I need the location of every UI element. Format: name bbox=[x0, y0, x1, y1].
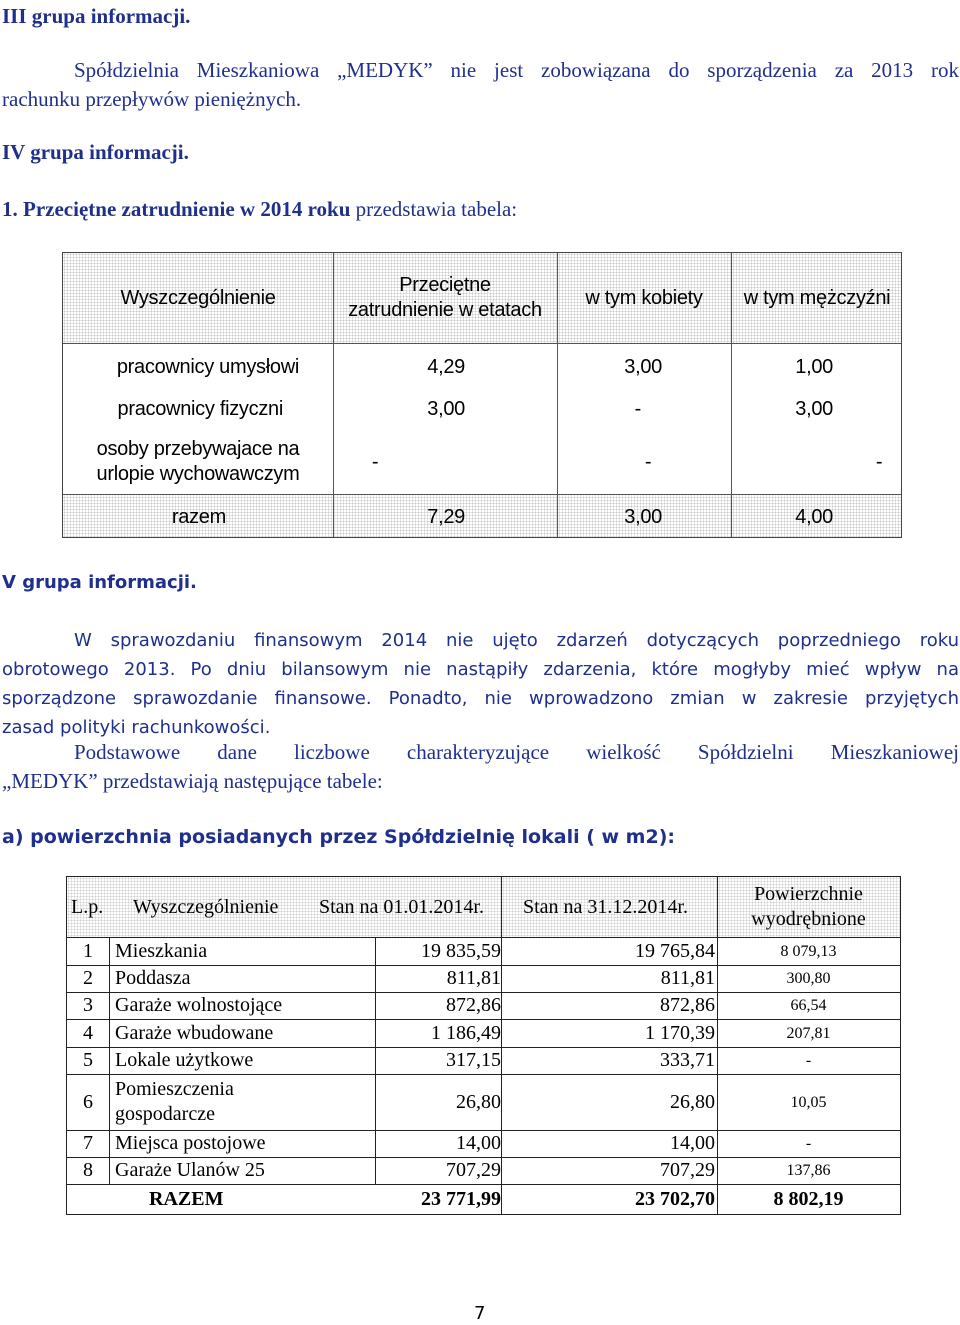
row-value: 3,00 bbox=[795, 397, 833, 420]
header-wyszczegolnienie: Wyszczególnienie bbox=[133, 895, 279, 918]
section-5-line: obrotowego 2013. Po dniu bilansowym nie nastąpiły zdarzenia, które mogłyby mieć wpływ na bbox=[2, 659, 959, 680]
row-value: - bbox=[371, 450, 379, 473]
row-lp: 8 bbox=[83, 1159, 93, 1181]
area-table-title: a) powierzchnia posiadanych przez Spółdzielnię lokali ( w m2): bbox=[2, 826, 675, 848]
total-end: 23 702,70 bbox=[635, 1187, 715, 1210]
total-label: RAZEM bbox=[149, 1187, 224, 1210]
row-separated: - bbox=[805, 1135, 812, 1152]
row-lp: 2 bbox=[83, 967, 93, 989]
row-end: 1 170,39 bbox=[645, 1021, 715, 1044]
row-name: Lokale użytkowe bbox=[115, 1049, 254, 1071]
row-value: 3,00 bbox=[624, 355, 662, 378]
row-value: - bbox=[875, 450, 883, 473]
section-5-line: W sprawozdaniu finansowym 2014 nie ujęto zdarzeń dotyczących poprzedniego roku bbox=[74, 630, 959, 651]
row-name: Mieszkania bbox=[115, 939, 208, 962]
row-end: 333,71 bbox=[660, 1049, 715, 1071]
row-separated: 8 079,13 bbox=[780, 942, 837, 960]
row-lp: 1 bbox=[83, 939, 93, 962]
section-3-text-line-1: Spółdzielnia Mieszkaniowa „MEDYK” nie jest zobowiązana do sporządzenia za 2013 rok bbox=[74, 58, 959, 82]
row-separated: 300,80 bbox=[786, 970, 831, 987]
row-value: - bbox=[634, 397, 641, 420]
row-end: 14,00 bbox=[670, 1132, 715, 1154]
row-start: 14,00 bbox=[456, 1132, 501, 1154]
total-label: razem bbox=[171, 505, 226, 528]
employment-table bbox=[62, 252, 902, 538]
row-label: osoby przebywajace na urlopie wychowawczym bbox=[96, 438, 300, 485]
header-w-tym-kobiety: w tym kobiety bbox=[585, 286, 703, 309]
total-value: 4,00 bbox=[795, 505, 833, 528]
row-separated: 66,54 bbox=[790, 997, 827, 1014]
row-lp: 3 bbox=[83, 994, 93, 1016]
section-3-text-line-2: rachunku przepływów pieniężnych. bbox=[2, 87, 302, 111]
section-5-heading: V grupa informacji. bbox=[2, 572, 197, 593]
header-w-tym-mezczyzni: w tym mężczyźni bbox=[743, 286, 891, 309]
row-start: 1 186,49 bbox=[431, 1021, 501, 1044]
row-start: 872,86 bbox=[446, 994, 501, 1016]
row-lp: 4 bbox=[83, 1021, 93, 1044]
total-value: 3,00 bbox=[624, 505, 662, 528]
total-value: 7,29 bbox=[427, 505, 465, 528]
row-name: Garaże Ulanów 25 bbox=[115, 1159, 265, 1181]
row-value: - bbox=[644, 450, 652, 473]
row-separated: - bbox=[805, 1052, 812, 1069]
section-5-line: sporządzone sprawozdanie finansowe. Ponadto, nie wprowadzono zmian w zakresie przyjętych bbox=[2, 688, 959, 709]
row-lp: 5 bbox=[83, 1049, 93, 1071]
row-name: Miejsca postojowe bbox=[115, 1132, 266, 1154]
row-name: Poddasza bbox=[115, 967, 191, 989]
section-5-para-2-line-1: Podstawowe dane liczbowe charakteryzujące wielkość Spółdzielni Mieszkaniowej bbox=[74, 740, 959, 764]
section-5-paragraph bbox=[2, 626, 959, 742]
row-value: 1,00 bbox=[795, 355, 833, 378]
section-4-heading: IV grupa informacji. bbox=[2, 140, 189, 164]
row-label: pracownicy fizyczni bbox=[117, 397, 283, 420]
row-name: Garaże wolnostojące bbox=[115, 994, 283, 1016]
header-wyszczegolnienie: Wyszczególnienie bbox=[120, 286, 276, 309]
row-name: Garaże wbudowane bbox=[115, 1021, 274, 1044]
section-4-item-1 bbox=[2, 195, 517, 224]
row-separated: 137,86 bbox=[786, 1162, 831, 1179]
total-start: 23 771,99 bbox=[421, 1187, 501, 1210]
header-stan-koniec: Stan na 31.12.2014r. bbox=[523, 895, 688, 918]
row-start: 317,15 bbox=[446, 1049, 501, 1071]
row-end: 26,80 bbox=[670, 1090, 715, 1113]
header-powierzchnie-wyodrebnione: Powierzchnie wyodrębnione bbox=[751, 883, 866, 930]
row-end: 872,86 bbox=[660, 994, 715, 1016]
area-table bbox=[66, 876, 901, 1215]
row-lp: 7 bbox=[83, 1132, 93, 1154]
section-5-para-2-line-2: „MEDYK” przedstawiają następujące tabele: bbox=[2, 769, 383, 793]
row-lp: 6 bbox=[83, 1090, 93, 1113]
row-start: 811,81 bbox=[446, 967, 501, 989]
item-1-rest-text: przedstawia tabela: bbox=[350, 197, 518, 221]
row-name: Pomieszczenia gospodarcze bbox=[115, 1078, 234, 1125]
header-lp: L.p. bbox=[71, 895, 104, 918]
row-start: 19 835,59 bbox=[421, 939, 501, 962]
row-end: 811,81 bbox=[660, 967, 715, 989]
section-5-line: zasad polityki rachunkowości. bbox=[2, 717, 271, 738]
row-start: 26,80 bbox=[456, 1090, 501, 1113]
row-end: 19 765,84 bbox=[635, 939, 715, 962]
row-start: 707,29 bbox=[446, 1159, 501, 1181]
row-separated: 10,05 bbox=[790, 1093, 827, 1111]
row-separated: 207,81 bbox=[786, 1024, 831, 1042]
page-number: 7 bbox=[474, 1303, 486, 1324]
item-1-bold-text: 1. Przeciętne zatrudnienie w 2014 roku bbox=[2, 197, 351, 221]
row-end: 707,29 bbox=[660, 1159, 715, 1181]
row-value: 4,29 bbox=[427, 355, 465, 378]
header-przecietne-zatrudnienie: Przeciętne zatrudnienie w etatach bbox=[348, 274, 542, 321]
row-value: 3,00 bbox=[427, 397, 465, 420]
row-label: pracownicy umysłowi bbox=[116, 355, 299, 378]
header-stan-poczatek: Stan na 01.01.2014r. bbox=[319, 895, 484, 918]
section-3-heading: III grupa informacji. bbox=[2, 4, 191, 28]
total-separated: 8 802,19 bbox=[773, 1187, 844, 1210]
